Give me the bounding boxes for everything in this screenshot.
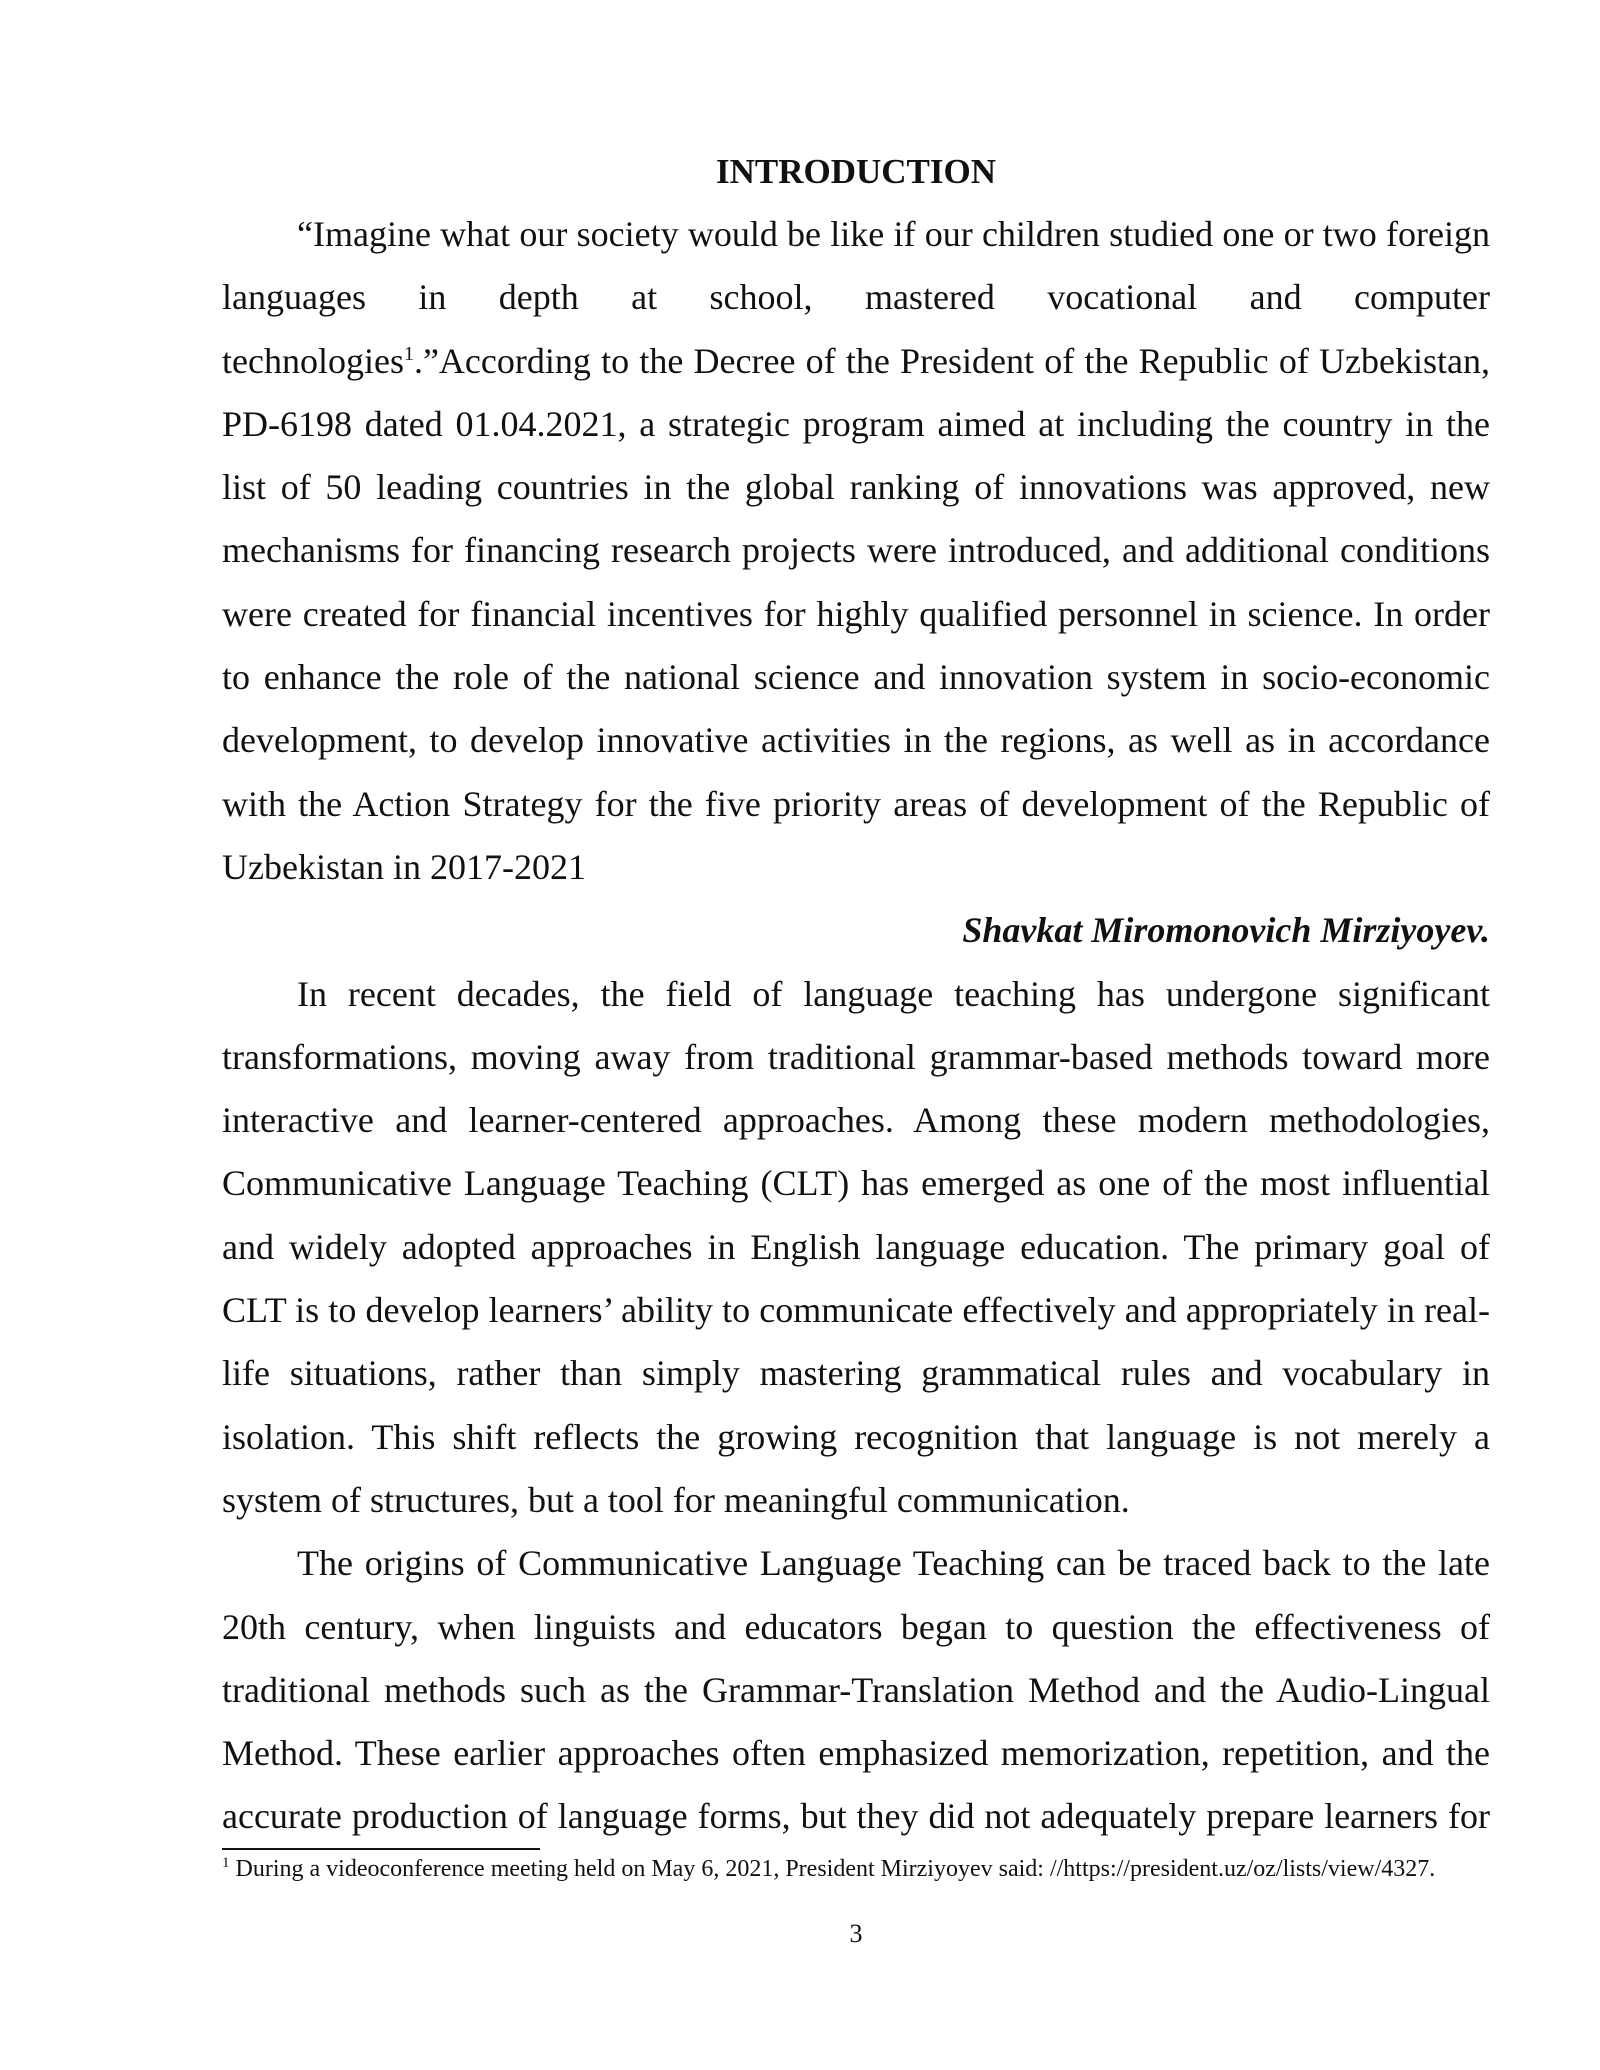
quote-text-part-2: .”According to the Decree of the President of the Republic of Uzbekistan, PD-6198 dated 01.04.2021, a strategic program aimed at including the country in the list of 50 leading countries in the global ranking of innovations was approved, new mechanisms for financing research projects were introduced, and additional conditions were created for financial incentives for highly qualified personnel in science. In order to enhance the role of the national science and innovation system in socio-economic development, to develop innovative activities in the regions, as well as in accordance with the Action Strategy for the five priority areas of development of the Republic of Uzbekistan in 2017-2021 — [222, 340, 1490, 887]
quote-text-part-1: “Imagine what our society would be like if our children studied one or two foreign languages in depth at school, mastered vocational and computer technologies — [222, 214, 1490, 381]
section-heading: INTRODUCTION — [715, 152, 997, 191]
footnote — [222, 1854, 1490, 1884]
footnote-reference[interactable]: 1 — [403, 342, 414, 365]
body-paragraph-2: The origins of Communicative Language Teaching can be traced back to the late 20th century, when linguists and educators began to question the effectiveness of traditional methods such as the Grammar-Translation Method and the Audio-Lingual Method. These earlier approaches often emphasized memorization, repetition, and the accurate production of language forms, but they did not adequately prepare learners for — [222, 1543, 1490, 1837]
footnote-separator — [222, 1848, 540, 1850]
quote-author-signature: Shavkat Miromonovich Mirziyoyev. — [962, 910, 1490, 951]
epigraph-quote — [222, 203, 1490, 899]
footnote-number: 1 — [222, 1855, 230, 1871]
body-paragraph-1: In recent decades, the field of language teaching has undergone significant transformations, moving away from traditional grammar-based methods toward more interactive and learner-centered approaches. Among these modern methodologies, Communicative Language Teaching (CLT) has emerged as one of the most influential and widely adopted approaches in English language education. The primary goal of CLT is to develop learners’ ability to communicate effectively and appropriately in real-life situations, rather than simply mastering grammatical rules and vocabulary in isolation. This shift reflects the growing recognition that language is not merely a system of structures, but a tool for meaningful communication. — [222, 973, 1490, 1520]
body-text — [222, 203, 1490, 1849]
footnote-text: During a videoconference meeting held on May 6, 2021, President Mirziyoyev said: //https://president.uz/oz/lists/view/4327. — [229, 1856, 1436, 1882]
page-number: 3 — [849, 1919, 863, 1948]
